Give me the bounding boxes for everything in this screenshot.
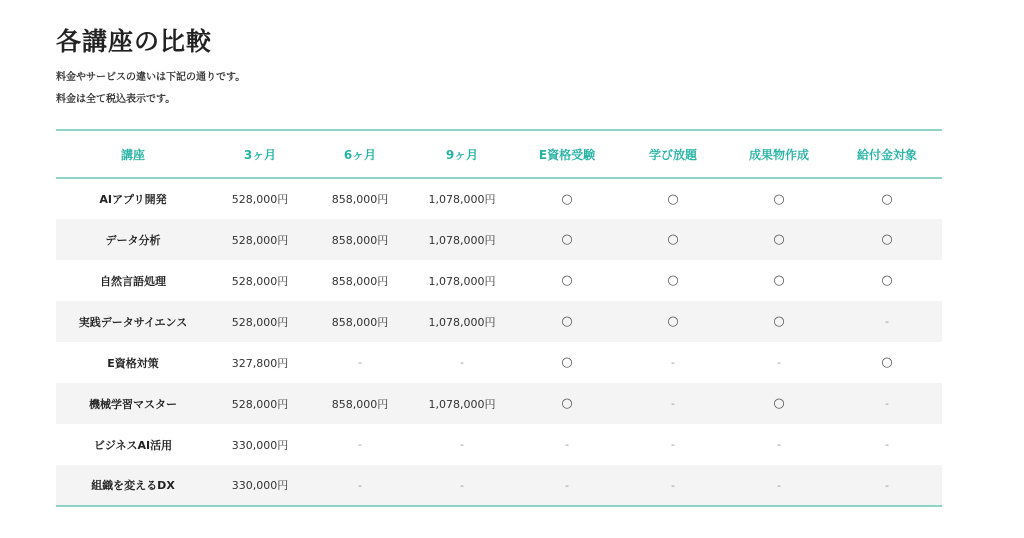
unavailable-dash: - [671, 478, 675, 492]
price-cell: 858,000円 [331, 397, 389, 411]
circle-available-icon: ○ [773, 273, 785, 288]
table-row [56, 383, 942, 424]
circle-available-icon: ○ [561, 191, 573, 207]
price-cell: 330,000円 [231, 479, 289, 492]
header-course: 講座 [120, 147, 145, 162]
unavailable-dash: - [885, 397, 889, 410]
comparison-table-wrapper [56, 129, 942, 507]
price-cell-empty: - [460, 478, 464, 492]
circle-available-icon: ○ [881, 355, 893, 370]
table-row [56, 465, 942, 506]
unavailable-dash: - [671, 438, 675, 451]
price-cell: 858,000円 [331, 315, 389, 329]
price-cell-empty: - [460, 356, 464, 369]
course-name-cell: 自然言語処理 [100, 274, 166, 288]
price-cell: 327,800円 [231, 356, 289, 370]
unavailable-dash: - [565, 478, 569, 492]
price-cell: 1,078,000円 [428, 193, 496, 206]
description-line-1: 料金やサービスの違いは下記の通りです。 [56, 72, 246, 83]
circle-available-icon: ○ [773, 396, 785, 411]
table-row [56, 342, 942, 383]
circle-available-icon: ○ [667, 273, 679, 288]
header-9-months: 9ヶ月 [445, 147, 479, 162]
unavailable-dash: - [671, 397, 675, 410]
table-header-row [56, 130, 942, 178]
table-body [56, 178, 942, 506]
table-row [56, 178, 942, 219]
price-cell-empty: - [460, 438, 464, 451]
circle-available-icon: ○ [881, 191, 893, 207]
unavailable-dash: - [777, 478, 781, 492]
circle-available-icon: ○ [773, 232, 785, 247]
circle-available-icon: ○ [561, 232, 573, 247]
table-row [56, 424, 942, 465]
price-cell: 1,078,000円 [428, 274, 496, 288]
price-cell: 528,000円 [231, 193, 289, 206]
unavailable-dash: - [671, 356, 675, 369]
table-row [56, 260, 942, 301]
course-name-cell: データ分析 [105, 233, 161, 247]
header-6-months: 6ヶ月 [343, 147, 377, 162]
price-cell: 858,000円 [331, 233, 389, 247]
course-name-cell: 実践データサイエンス [78, 315, 188, 329]
table-row [56, 301, 942, 342]
price-cell-empty: - [358, 356, 362, 369]
page-title: 各講座の比較 [56, 27, 213, 56]
header-deliverable-creation: 成果物作成 [748, 147, 809, 162]
header-subsidy-eligible: 給付金対象 [856, 147, 917, 162]
price-cell: 330,000円 [231, 438, 289, 452]
course-name-cell: E資格対策 [107, 356, 159, 370]
course-comparison-table [56, 129, 942, 507]
unavailable-dash: - [885, 438, 889, 451]
price-cell: 1,078,000円 [428, 397, 496, 411]
table-row [56, 219, 942, 260]
price-cell: 858,000円 [331, 193, 389, 206]
circle-available-icon: ○ [667, 191, 679, 207]
price-cell-empty: - [358, 438, 362, 451]
course-name-cell: AIアプリ開発 [99, 193, 167, 206]
circle-available-icon: ○ [561, 355, 573, 370]
price-cell: 528,000円 [231, 315, 289, 329]
price-cell: 528,000円 [231, 233, 289, 247]
circle-available-icon: ○ [667, 232, 679, 247]
course-name-cell: 機械学習マスター [89, 397, 177, 411]
description-line-2: 料金は全て税込表示です。 [56, 94, 176, 105]
unavailable-dash: - [565, 438, 569, 451]
unavailable-dash: - [777, 438, 781, 451]
price-cell: 1,078,000円 [428, 315, 496, 329]
circle-available-icon: ○ [561, 396, 573, 411]
circle-available-icon: ○ [773, 191, 785, 207]
circle-available-icon: ○ [667, 314, 679, 329]
unavailable-dash: - [885, 478, 889, 492]
header-unlimited-learning: 学び放題 [648, 147, 697, 162]
circle-available-icon: ○ [881, 273, 893, 288]
header-e-qualification-exam: E資格受験 [538, 147, 596, 162]
price-cell: 1,078,000円 [428, 233, 496, 247]
price-cell-empty: - [358, 478, 362, 492]
unavailable-dash: - [885, 315, 889, 328]
course-name-cell: ビジネスAI活用 [93, 438, 173, 452]
circle-available-icon: ○ [561, 314, 573, 329]
price-cell: 858,000円 [331, 274, 389, 288]
price-cell: 528,000円 [231, 397, 289, 411]
circle-available-icon: ○ [881, 232, 893, 247]
header-3-months: 3ヶ月 [243, 147, 277, 162]
course-name-cell: 組織を変えるDX [91, 479, 175, 492]
unavailable-dash: - [777, 356, 781, 369]
price-cell: 528,000円 [231, 274, 289, 288]
circle-available-icon: ○ [773, 314, 785, 329]
circle-available-icon: ○ [561, 273, 573, 288]
